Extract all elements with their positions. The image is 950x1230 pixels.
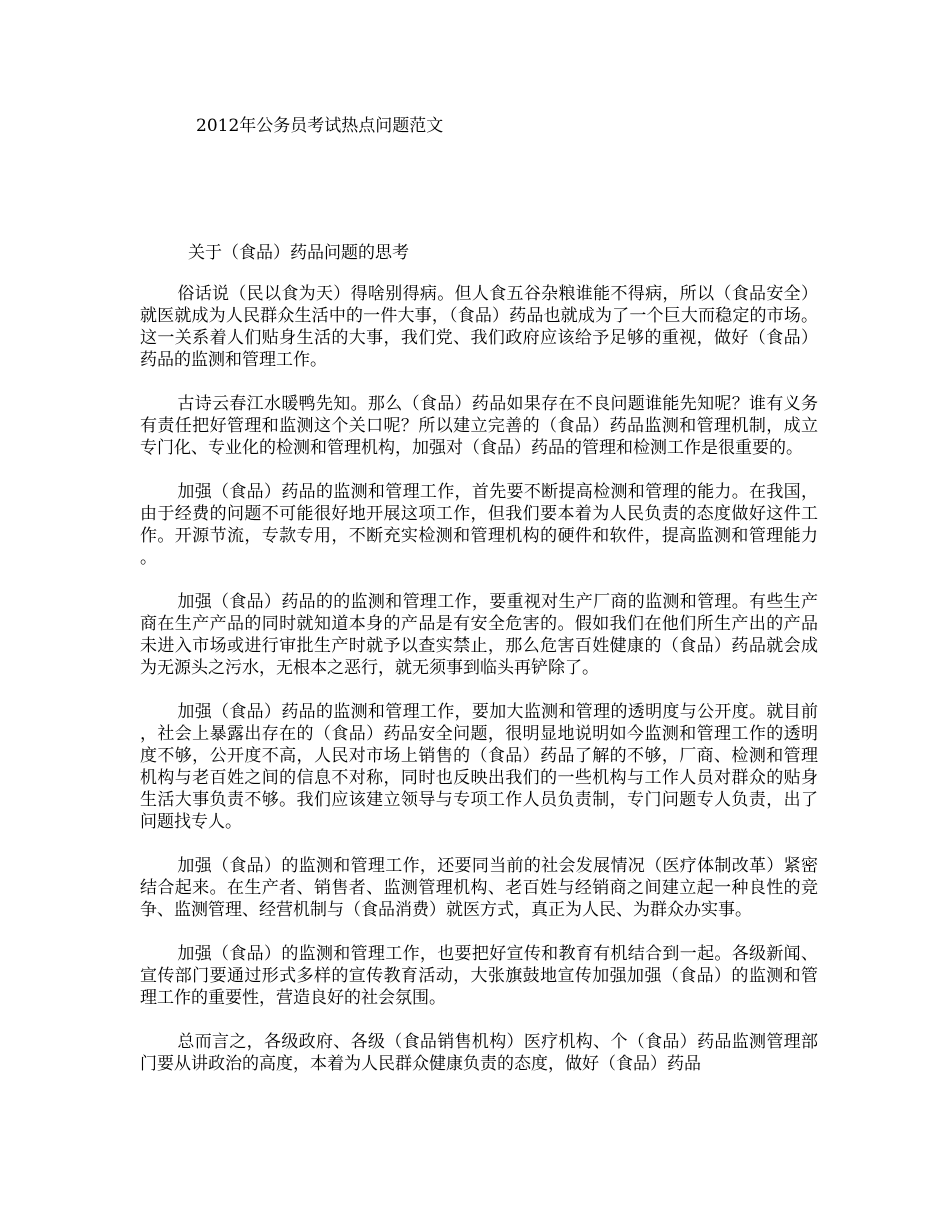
paragraph: 加强（食品）药品的的监测和管理工作，要重视对生产厂商的监测和管理。有些生产商在生产产品的同时就知道本身的产品是有安全危害的。假如我们在他们所生产出的产品未进入市场或进行审批生产时就予以查实禁止，那么危害百姓健康的（食品）药品就会成为无源头之污水，无根本之恶行，就无须事到临头再铲除了。	[140, 592, 818, 678]
paragraph: 加强（食品）的监测和管理工作，还要同当前的社会发展情况（医疗体制改革）紧密结合起来。在生产者、销售者、监测管理机构、老百姓与经销商之间建立起一种良性的竞争、监测管理、经营机制与（食品消费）就医方式，真正为人民、为群众办实事。	[140, 856, 818, 920]
article-title: 关于（食品）药品问题的思考	[188, 243, 409, 263]
paragraph: 加强（食品）药品的监测和管理工作，要加大监测和管理的透明度与公开度。就目前，社会上暴露出存在的（食品）药品安全问题，很明显地说明如今监测和管理工作的透明度不够，公开度不高，人民对市场上销售的（食品）药品了解的不够，厂商、检测和管理机构与老百姓之间的信息不对称，同时也反映出我们的一些机构与工作人员对群众的贴身生活大事负责不够。我们应该建立领导与专项工作人员负责制，专门问题专人负责，出了问题找专人。	[140, 702, 818, 832]
paragraph: 加强（食品）的监测和管理工作，也要把好宣传和教育有机结合到一起。各级新闻、宣传部门要通过形式多样的宣传教育活动，大张旗鼓地宣传加强加强（食品）的监测和管理工作的重要性，营造良好的社会氛围。	[140, 944, 818, 1008]
paragraph: 俗话说（民以食为天）得啥别得病。但人食五谷杂粮谁能不得病，所以（食品安全）就医就成为人民群众生活中的一件大事，（食品）药品也就成为了一个巨大而稳定的市场。这一关系着人们贴身生活的大事，我们党、我们政府应该给予足够的重视，做好（食品）药品的监测和管理工作。	[140, 284, 818, 370]
paragraph: 加强（食品）药品的监测和管理工作，首先要不断提高检测和管理的能力。在我国，由于经费的问题不可能很好地开展这项工作，但我们要本着为人民负责的态度做好这件工作。开源节流，专款专用，不断充实检测和管理机构的硬件和软件，提高监测和管理能力。	[140, 482, 818, 568]
document-title: 2012年公务员考试热点问题范文	[196, 116, 444, 136]
paragraph: 总而言之，各级政府、各级（食品销售机构）医疗机构、个（食品）药品监测管理部门要从讲政治的高度，本着为人民群众健康负责的态度，做好（食品）药品	[140, 1032, 818, 1074]
paragraph: 古诗云春江水暖鸭先知。那么（食品）药品如果存在不良问题谁能先知呢？谁有义务有责任把好管理和监测这个关口呢？所以建立完善的（食品）药品监测和管理机制，成立专门化、专业化的检测和管理机构，加强对（食品）药品的管理和检测工作是很重要的。	[140, 394, 818, 458]
article-body	[140, 283, 818, 1075]
